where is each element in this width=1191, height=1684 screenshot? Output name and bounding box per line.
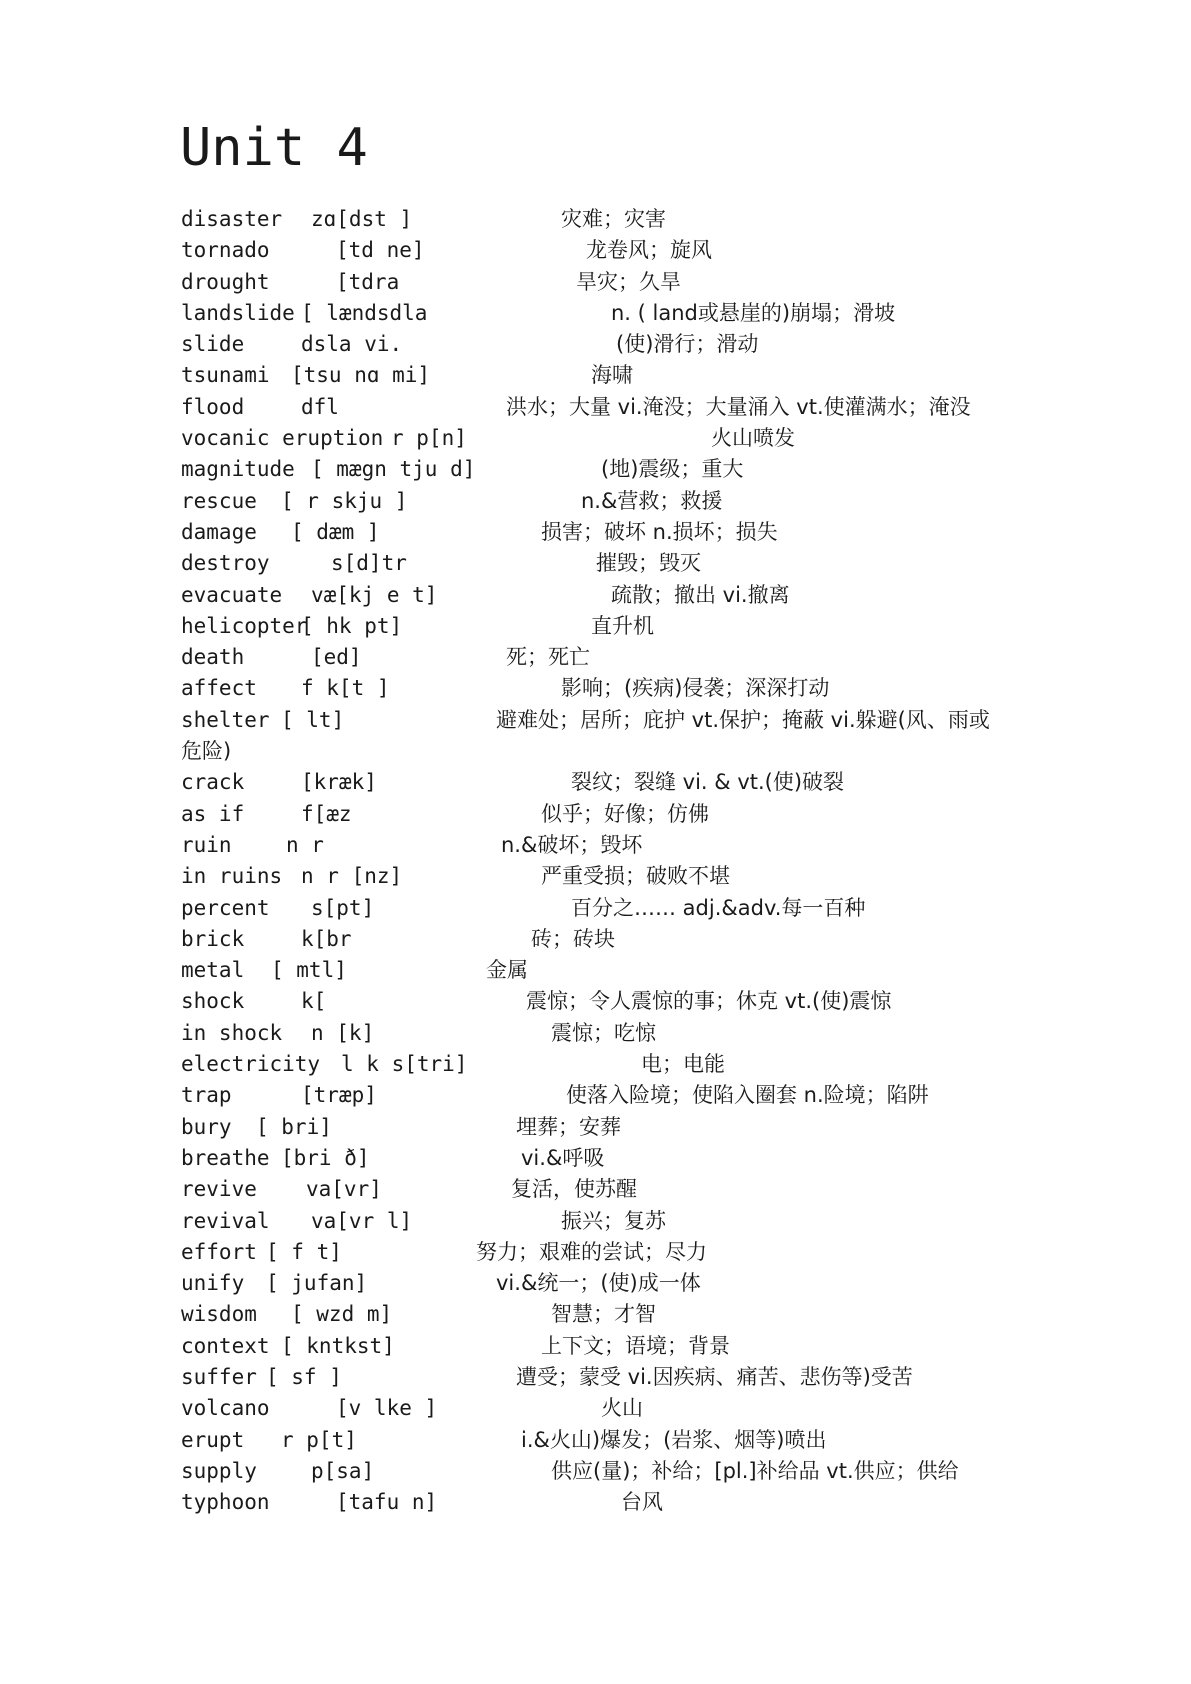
vocab-word: magnitude [181,457,295,482]
vocab-phonetic: [tsu nɑ mi] [291,363,431,388]
vocab-word: breathe [181,1145,270,1170]
vocab-row [181,1049,1011,1080]
vocab-row [181,861,1011,892]
vocab-phonetic: l k s[tri] [341,1052,468,1077]
vocab-meaning: 供应(量)；补给；[pl.]补给品 vt.供应；供给 [551,1458,959,1483]
vocab-row [181,1393,1011,1424]
vocab-phonetic: [ hk pt] [301,613,403,638]
vocab-row [181,454,1011,485]
vocab-row [181,799,1011,830]
vocab-word: death [181,645,245,670]
vocab-meaning: 严重受损；破败不堪 [541,864,730,889]
vocab-word: context [181,1333,270,1358]
vocab-word: affect [181,676,257,701]
vocab-word: as if [181,801,245,826]
vocab-meaning: 埋葬；安葬 [516,1114,621,1139]
vocab-row [181,548,1011,579]
vocab-phonetic: [ed] [311,645,362,670]
vocab-word: volcano [181,1396,270,1421]
vocab-word: destroy [181,551,270,576]
vocab-row [181,1268,1011,1299]
vocab-meaning: n.&破坏；毁坏 [501,832,643,857]
vocab-phonetic: n r [nz] [301,864,403,889]
vocab-row [181,298,1011,329]
vocab-phonetic: [v lke ] [336,1396,438,1421]
vocab-phonetic: [ kntkst] [281,1333,395,1358]
vocab-row [181,893,1011,924]
vocab-meaning: i.&火山)爆发；(岩浆、烟等)喷出 [521,1427,827,1452]
vocab-meaning: 振兴；复苏 [561,1208,666,1233]
vocab-word: shock [181,989,245,1014]
vocab-word: slide [181,332,245,357]
vocab-row [181,1425,1011,1456]
vocab-phonetic: s[d]tr [331,551,407,576]
vocab-phonetic: s[pt] [311,895,375,920]
unit-title: Unit 4 [180,118,368,178]
vocab-row [181,486,1011,517]
vocab-word: typhoon [181,1490,270,1515]
vocab-word: bury [181,1114,232,1139]
vocab-meaning: 灾难；灾害 [561,207,666,231]
vocab-row [181,830,1011,861]
vocab-meaning: 旱灾；久旱 [576,269,681,294]
vocab-row [181,767,1011,798]
vocab-meaning: 摧毁；毁灭 [596,551,701,576]
vocab-row [181,1174,1011,1205]
vocab-meaning: (地)震级；重大 [601,457,744,482]
vocab-row [181,580,1011,611]
vocab-meaning: vi.&呼吸 [521,1145,605,1170]
vocab-word: metal [181,958,245,983]
vocab-phonetic: [ lt] [281,707,345,732]
vocab-meaning-continuation: 危险) [181,739,232,764]
vocab-row [181,360,1011,391]
vocab-meaning: n. ( land或悬崖的)崩塌；滑坡 [611,300,896,325]
vocab-meaning: 避难处；居所；庇护 vt.保护；掩蔽 vi.躲避(风、雨或 [496,707,990,732]
vocab-word: vocanic eruption [181,426,384,451]
vocab-phonetic: [tdra [336,269,400,294]
vocab-word: evacuate [181,582,283,607]
vocab-phonetic: va[vr] [306,1177,382,1202]
vocab-meaning: 疏散；撤出 vi.撤离 [611,582,790,607]
vocab-row [181,673,1011,704]
vocab-meaning: 影响；(疾病)侵袭；深深打动 [561,676,830,701]
vocab-row [181,1018,1011,1049]
vocab-phonetic: [ mtl] [271,958,347,983]
vocab-meaning: 裂纹；裂缝 vi. & vt.(使)破裂 [571,770,845,795]
vocab-word: disaster [181,207,283,231]
vocab-row [181,955,1011,986]
vocab-phonetic: [ dæm ] [291,519,380,544]
vocab-meaning: 百分之…… adj.&adv.每一百种 [571,895,866,920]
vocab-meaning: 上下文；语境；背景 [541,1333,730,1358]
vocab-word: damage [181,519,257,544]
vocab-row [181,1237,1011,1268]
vocab-phonetic: dsla vi. [301,332,403,357]
vocab-word: crack [181,770,245,795]
vocab-row [181,267,1011,298]
vocab-phonetic: f k[t ] [301,676,390,701]
vocab-meaning: 损害；破坏 n.损坏；损失 [541,519,778,544]
vocab-row [181,986,1011,1017]
vocab-row [181,392,1011,423]
vocab-row [181,204,1011,235]
vocab-phonetic: [ bri] [256,1114,332,1139]
vocab-row [181,1080,1011,1111]
vocab-row [181,1362,1011,1393]
vocab-phonetic: [træp] [301,1083,377,1108]
vocab-meaning: 台风 [621,1490,663,1515]
vocab-phonetic: n [k] [311,1020,375,1045]
vocab-row [181,611,1011,642]
vocab-word: erupt [181,1427,245,1452]
vocab-meaning: 火山喷发 [711,426,795,451]
vocab-row [181,642,1011,673]
vocab-row [181,1331,1011,1362]
vocab-word: percent [181,895,270,920]
vocab-meaning: vi.&统一；(使)成一体 [496,1271,701,1296]
vocab-meaning: 直升机 [591,613,654,638]
vocab-phonetic: dfl [301,394,339,419]
vocab-word: revive [181,1177,257,1202]
vocab-meaning: 使落入险境；使陷入圈套 n.险境；陷阱 [566,1083,929,1108]
vocab-row [181,1487,1011,1518]
vocab-phonetic: zɑ[dst ] [311,207,413,231]
vocab-row [181,1143,1011,1174]
vocab-row [181,924,1011,955]
vocab-meaning: 金属 [486,958,528,983]
vocab-list [181,204,1011,1518]
vocab-word: helicopter [181,613,308,638]
vocab-word: rescue [181,488,257,513]
vocab-word: drought [181,269,270,294]
vocab-row [181,1206,1011,1237]
vocab-word: shelter [181,707,270,732]
vocab-row [181,1112,1011,1143]
vocab-meaning: 遭受；蒙受 vi.因疾病、痛苦、悲伤等)受苦 [516,1364,913,1389]
vocab-row [181,329,1011,360]
vocab-meaning: 龙卷风；旋风 [586,238,712,263]
vocab-word: flood [181,394,245,419]
vocab-word: unify [181,1271,245,1296]
vocab-phonetic: [bri ð] [281,1145,370,1170]
vocab-meaning: 智慧；才智 [551,1302,656,1327]
vocab-word: supply [181,1458,257,1483]
vocab-meaning: 海啸 [591,363,633,388]
vocab-phonetic: [ f t] [266,1239,342,1264]
vocab-row [181,1456,1011,1487]
vocab-word: landslide [181,300,295,325]
vocab-word: in ruins [181,864,283,889]
vocab-row [181,517,1011,548]
vocab-word: wisdom [181,1302,257,1327]
vocab-meaning: 震惊；吃惊 [551,1020,656,1045]
vocab-meaning: 死；死亡 [506,645,590,670]
vocab-meaning: 火山 [601,1396,643,1421]
vocab-word: electricity [181,1052,321,1077]
vocab-word: ruin [181,832,232,857]
vocab-phonetic: k[br [301,926,352,951]
vocab-phonetic: [kræk] [301,770,377,795]
vocab-phonetic: [ r skju ] [281,488,408,513]
vocab-row [181,705,1011,768]
vocab-phonetic: va[vr l] [311,1208,413,1233]
vocab-meaning: 复活，使苏醒 [511,1177,637,1202]
vocab-row [181,423,1011,454]
vocab-word: tsunami [181,363,270,388]
vocab-word: tornado [181,238,270,263]
vocab-phonetic: r p[n] [391,426,467,451]
vocab-meaning: 电；电能 [641,1052,725,1077]
vocab-phonetic: k[ [301,989,327,1014]
vocab-word: brick [181,926,245,951]
vocab-phonetic: [ sf ] [266,1364,342,1389]
vocab-row [181,235,1011,266]
vocab-meaning: 震惊；令人震惊的事；休克 vt.(使)震惊 [526,989,892,1014]
vocab-word: effort [181,1239,257,1264]
vocab-phonetic: [ mægn tju d] [311,457,476,482]
vocab-meaning: n.&营救；救援 [581,488,723,513]
vocab-phonetic: væ[kj e t] [311,582,438,607]
vocab-meaning: 砖；砖块 [531,926,615,951]
vocab-meaning: 努力；艰难的尝试；尽力 [476,1239,707,1264]
vocab-phonetic: n r [286,832,324,857]
vocab-row [181,1299,1011,1330]
vocab-phonetic: [tafu n] [336,1490,438,1515]
vocab-word: trap [181,1083,232,1108]
vocab-meaning: 洪水；大量 vi.淹没；大量涌入 vt.使灌满水；淹没 [506,394,971,419]
vocab-word: in shock [181,1020,283,1045]
vocab-word: revival [181,1208,270,1233]
vocab-meaning: (使)滑行；滑动 [616,332,759,357]
vocab-phonetic: r p[t] [281,1427,357,1452]
vocab-phonetic: [ lændsdla [301,300,428,325]
vocab-phonetic: [ wzd m] [291,1302,393,1327]
vocab-phonetic: p[sa] [311,1458,375,1483]
vocab-meaning: 似乎；好像；仿佛 [541,801,709,826]
vocab-phonetic: f[æz [301,801,352,826]
vocab-word: suffer [181,1364,257,1389]
vocab-phonetic: [td ne] [336,238,425,263]
vocab-phonetic: [ jufan] [266,1271,368,1296]
